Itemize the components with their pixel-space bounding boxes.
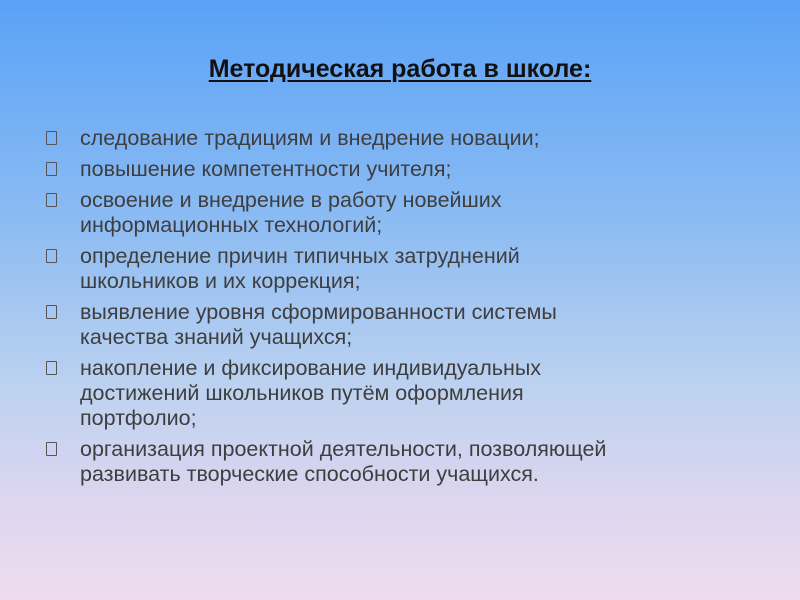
square-bullet-icon [46, 442, 57, 456]
bullet-text: определение причин типичных затруднений школьников и их коррекция; [80, 244, 520, 293]
square-bullet-icon [46, 249, 57, 263]
slide-title [0, 52, 800, 86]
bullet-text: выявление уровня сформированности системы качества знаний учащихся; [80, 300, 557, 349]
bullet-item [46, 188, 776, 238]
square-bullet-icon [46, 162, 57, 176]
bullet-text: организация проектной деятельности, позволяющей развивать творческие способности учащихся. [80, 437, 607, 486]
bullet-text: накопление и фиксирование индивидуальных достижений школьников путём оформления портфолио; [80, 356, 542, 430]
bullet-text: следование традициям и внедрение новации; [80, 126, 540, 150]
bullet-item [46, 300, 776, 350]
bullet-item [46, 437, 776, 487]
bullet-item [46, 126, 776, 151]
square-bullet-icon [46, 193, 57, 207]
square-bullet-icon [46, 305, 57, 319]
slide-title-text: Методическая работа в школе: [208, 55, 592, 83]
square-bullet-icon [46, 131, 57, 145]
bullet-list [46, 126, 776, 493]
bullet-text: повышение компетентности учителя; [80, 157, 452, 181]
square-bullet-icon [46, 361, 57, 375]
bullet-item [46, 356, 776, 431]
bullet-text: освоение и внедрение в работу новейших информационных технологий; [80, 188, 502, 237]
bullet-item [46, 244, 776, 294]
bullet-item [46, 157, 776, 182]
